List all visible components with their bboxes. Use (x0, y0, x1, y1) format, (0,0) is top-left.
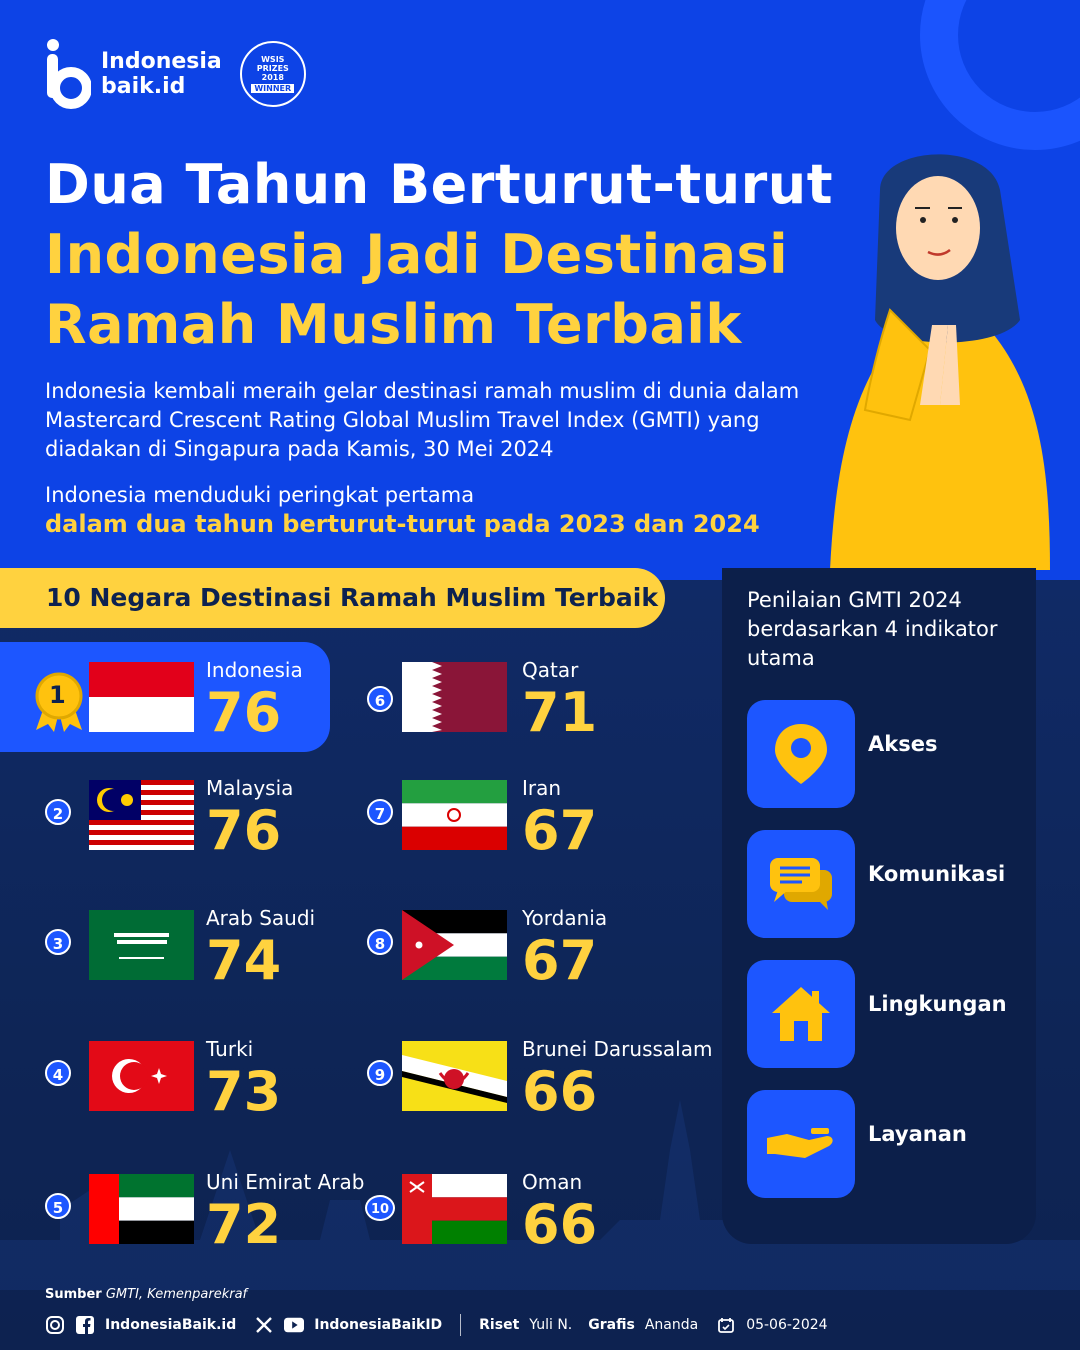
country-score: 66 (522, 1193, 598, 1256)
calendar-icon (716, 1315, 736, 1335)
rank-item-8 (362, 890, 692, 1000)
brand-name-line2: baik.id (101, 74, 186, 99)
brand-name (101, 49, 222, 99)
country-name: Iran (522, 776, 562, 800)
country-score: 66 (522, 1060, 598, 1123)
wsis-award-badge (240, 41, 306, 107)
indicator-icon-box (747, 830, 855, 938)
rank-item-5 (0, 1154, 365, 1264)
woman-greeting-illustration (820, 150, 1060, 570)
flag-qatar-icon (402, 662, 507, 732)
country-score: 67 (522, 929, 598, 992)
publish-date: 05-06-2024 (746, 1317, 828, 1333)
source-value: GMTI, Kemenparekraf (105, 1287, 248, 1302)
intro-line-a: Indonesia menduduki peringkat pertama (45, 483, 475, 507)
footer-divider (460, 1314, 461, 1336)
research-name: Yuli N. (529, 1317, 573, 1333)
rank-badge: 8 (367, 929, 393, 955)
indicator-panel (722, 568, 1036, 1244)
country-score: 73 (206, 1060, 282, 1123)
location-pin-icon (771, 722, 831, 786)
intro-paragraph: Indonesia kembali meraih gelar destinasi ramah muslim di dunia dalam Mastercard Crescent Rating Global Muslim Travel Index (GMTI) yang diadakan di Singapura pada Kamis, 30 Mei 2024 (45, 379, 800, 461)
indicator-akses (747, 700, 1027, 808)
rank-number-1: 1 (49, 681, 66, 709)
country-score: 76 (206, 799, 282, 862)
hand-service-icon (765, 1124, 837, 1164)
country-score: 71 (522, 681, 598, 744)
x-twitter-icon[interactable] (254, 1315, 274, 1335)
brand-logo (45, 38, 306, 110)
flag-saudi-arabia-icon (89, 910, 194, 980)
source-credit (45, 1287, 247, 1302)
title-line2: Indonesia Jadi Destinasi (45, 223, 789, 286)
country-score: 74 (206, 929, 282, 992)
indicator-panel-title: Penilaian GMTI 2024 berdasarkan 4 indikator utama (747, 588, 998, 670)
flag-iran-icon (402, 780, 507, 850)
brand-name-line1: Indonesia (101, 49, 222, 74)
country-name: Indonesia (206, 658, 303, 682)
graphic-name: Ananda (644, 1317, 699, 1333)
rank-item-2 (0, 760, 330, 870)
country-name: Uni Emirat Arab (206, 1170, 365, 1194)
flag-uae-icon (89, 1174, 194, 1244)
rank-item-10 (362, 1154, 692, 1264)
footer-bar (45, 1313, 828, 1337)
award-line2: PRIZES (256, 64, 289, 73)
rank-item-4 (0, 1021, 330, 1131)
flag-indonesia-icon (89, 662, 194, 732)
intro-highlight (45, 481, 835, 539)
indicator-label: Akses (868, 732, 938, 756)
award-line1: WSIS (261, 55, 285, 64)
country-name: Malaysia (206, 776, 294, 800)
indicator-label: Lingkungan (868, 992, 1007, 1016)
rank-badge: 5 (45, 1193, 71, 1219)
source-label: Sumber (45, 1287, 102, 1302)
intro-line-b: dalam dua tahun berturut-turut pada 2023 dan 2024 (45, 510, 760, 538)
award-line3: 2018 (261, 73, 284, 82)
indicator-layanan (747, 1090, 1027, 1198)
rank-item-9 (362, 1021, 713, 1131)
instagram-icon[interactable] (45, 1315, 65, 1335)
rank-badge: 10 (365, 1195, 395, 1221)
country-name: Qatar (522, 658, 579, 682)
country-score: 72 (206, 1193, 282, 1256)
indicator-komunikasi (747, 830, 1027, 938)
country-score: 67 (522, 799, 598, 862)
page-title (45, 150, 833, 360)
flag-brunei-icon (402, 1041, 507, 1111)
ranking-section-title: 10 Negara Destinasi Ramah Muslim Terbaik (0, 568, 665, 628)
indonesiabaik-logo-icon (45, 38, 91, 110)
chat-bubbles-icon (766, 854, 836, 914)
country-name: Brunei Darussalam (522, 1037, 713, 1061)
country-name: Oman (522, 1170, 583, 1194)
research-label: Riset (479, 1317, 520, 1333)
indicator-lingkungan (747, 960, 1027, 1068)
rank-badge: 3 (45, 929, 71, 955)
award-line4: WINNER (251, 84, 294, 93)
country-score: 76 (206, 681, 282, 744)
country-name: Yordania (522, 906, 608, 930)
rank-badge: 9 (367, 1060, 393, 1086)
rank-item-7 (362, 760, 692, 870)
indicator-icon-box (747, 960, 855, 1068)
rank-item-3 (0, 890, 330, 1000)
rank-badge: 6 (367, 686, 393, 712)
youtube-icon[interactable] (284, 1315, 304, 1335)
facebook-icon[interactable] (75, 1315, 95, 1335)
flag-jordan-icon (402, 910, 507, 980)
social-handle-2[interactable]: IndonesiaBaikID (314, 1317, 443, 1333)
house-icon (770, 983, 832, 1045)
rank-badge: 2 (45, 799, 71, 825)
flag-turkey-icon (89, 1041, 194, 1111)
indicator-icon-box (747, 700, 855, 808)
flag-malaysia-icon (89, 780, 194, 850)
country-name: Turki (206, 1037, 254, 1061)
title-line1: Dua Tahun Berturut-turut (45, 153, 834, 216)
rank-item-1 (0, 642, 330, 752)
indicator-label: Komunikasi (868, 862, 1006, 886)
title-line3: Ramah Muslim Terbaik (45, 293, 742, 356)
social-handle-1[interactable]: IndonesiaBaik.id (105, 1317, 237, 1333)
rank-item-6 (362, 642, 692, 752)
rank-badge: 7 (367, 799, 393, 825)
indicator-icon-box (747, 1090, 855, 1198)
flag-oman-icon (402, 1174, 507, 1244)
country-name: Arab Saudi (206, 906, 316, 930)
graphic-label: Grafis (588, 1317, 635, 1333)
indicator-label: Layanan (868, 1122, 967, 1146)
rank-badge: 4 (45, 1060, 71, 1086)
